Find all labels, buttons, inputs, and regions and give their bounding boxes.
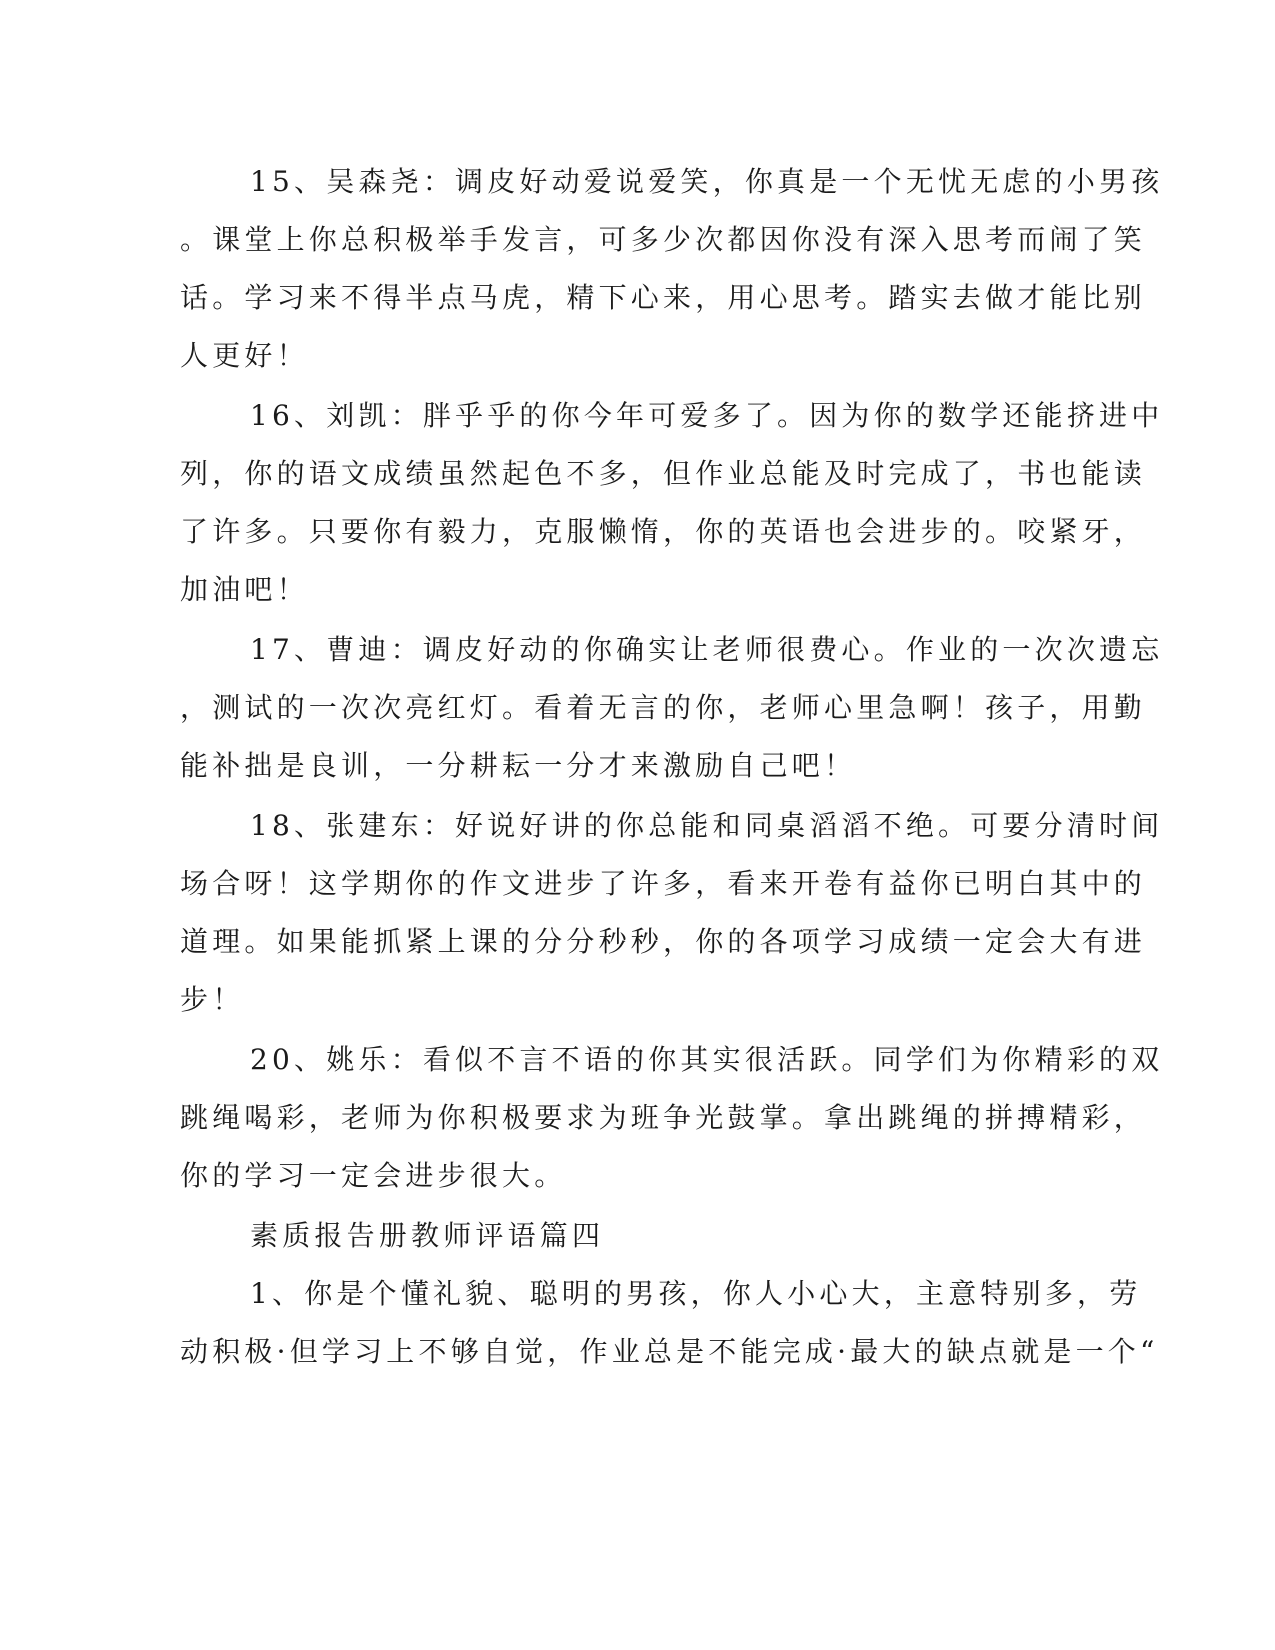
comment-18-line-2: 场合呀！这学期你的作文进步了许多，看来开卷有益你已明白其中的 <box>180 867 1147 900</box>
comment-18-line-4: 步！ <box>180 983 245 1016</box>
comment-17-line-3: 能补拙是良训，一分耕耘一分才来激励自己吧！ <box>180 749 857 782</box>
comment-17-line-2: ，测试的一次次亮红灯。看着无言的你，老师心里急啊！孩子，用勤 <box>180 691 1147 724</box>
comment-16-line-4: 加油吧！ <box>180 573 309 606</box>
comment-18-line-3: 道理。如果能抓紧上课的分分秒秒，你的各项学习成绩一定会大有进 <box>180 925 1147 958</box>
comment-17-line-1: 17、曹迪：调皮好动的你确实让老师很费心。作业的一次次遗忘 <box>250 633 1164 666</box>
comment-16-line-2: 列，你的语文成绩虽然起色不多，但作业总能及时完成了，书也能读 <box>180 457 1147 490</box>
section-heading: 素质报告册教师评语篇四 <box>250 1219 605 1252</box>
comment-20-line-3: 你的学习一定会进步很大。 <box>180 1159 567 1192</box>
comment-15-line-2: 。课堂上你总积极举手发言，可多少次都因你没有深入思考而闹了笑 <box>180 223 1147 256</box>
comment-15-line-3: 话。学习来不得半点马虎，精下心来，用心思考。踏实去做才能比别 <box>180 281 1147 314</box>
comment-16-line-3: 了许多。只要你有毅力，克服懒惰，你的英语也会进步的。咬紧牙， <box>180 515 1147 548</box>
comment-20-line-1: 20、姚乐：看似不言不语的你其实很活跃。同学们为你精彩的双 <box>250 1043 1164 1076</box>
comment-18-line-1: 18、张建东：好说好讲的你总能和同桌滔滔不绝。可要分清时间 <box>250 809 1164 842</box>
comment-16-line-1: 16、刘凯：胖乎乎的你今年可爱多了。因为你的数学还能挤进中 <box>250 399 1164 432</box>
section4-comment-1-line-2: 动积极·但学习上不够自觉，作业总是不能完成·最大的缺点就是一个“ <box>180 1335 1159 1368</box>
comment-15-line-4: 人更好！ <box>180 339 309 372</box>
comment-15-line-1: 15、吴森尧：调皮好动爱说爱笑，你真是一个无忧无虑的小男孩 <box>250 165 1164 198</box>
comment-20-line-2: 跳绳喝彩，老师为你积极要求为班争光鼓掌。拿出跳绳的拼搏精彩， <box>180 1101 1147 1134</box>
section4-comment-1-line-1: 1、你是个懂礼貌、聪明的男孩，你人小心大，主意特别多，劳 <box>250 1277 1142 1310</box>
